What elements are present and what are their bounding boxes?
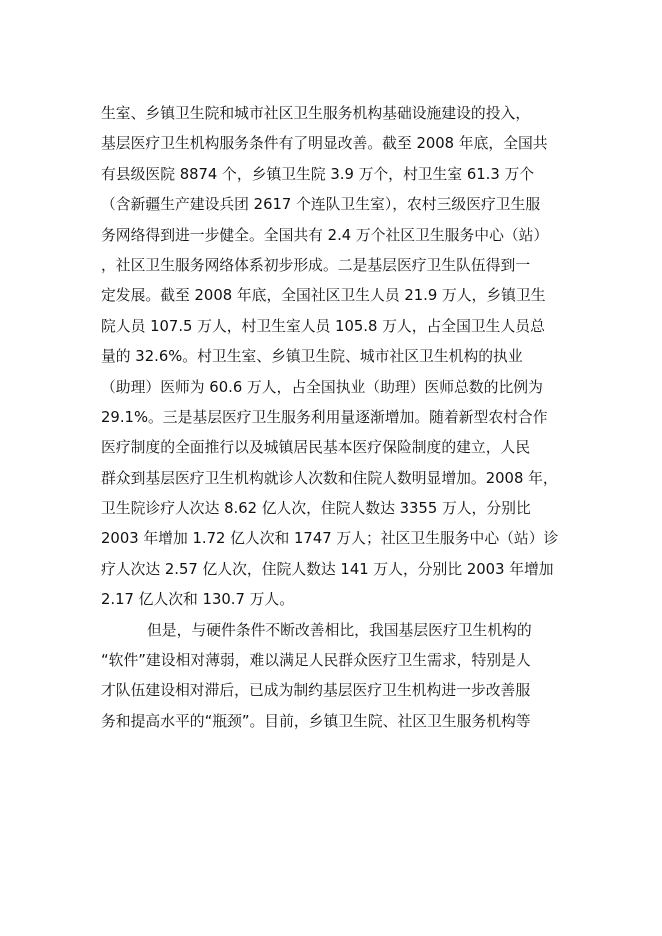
text-line: 2.17 亿人次和 130.7 万人。 — [101, 591, 294, 609]
text-line: 务网络得到进一步健全。全国共有 2.4 万个社区卫生服务中心（站） — [101, 226, 549, 244]
text-line: 量的 32.6%。村卫生室、乡镇卫生院、城市社区卫生机构的执业 — [101, 348, 523, 366]
text-line: 群众到基层医疗卫生机构就诊人次数和住院人数明显增加。2008 年， — [101, 469, 558, 487]
text-line: 才队伍建设相对滞后，已成为制约基层医疗卫生机构进一步改善服 — [101, 682, 531, 700]
text-line: 2003 年增加 1.72 亿人次和 1747 万人；社区卫生服务中心（站）诊 — [101, 530, 559, 548]
text-line: （含新疆生产建设兵团 2617 个连队卫生室），农村三级医疗卫生服 — [101, 196, 541, 214]
text-line: “软件”建设相对薄弱，难以满足人民群众医疗卫生需求，特别是人 — [101, 652, 531, 670]
text-line: 29.1%。三是基层医疗卫生服务利用量逐渐增加。随着新型农村合作 — [101, 408, 548, 426]
text-line: 院人员 107.5 万人，村卫生室人员 105.8 万人，占全国卫生人员总 — [101, 317, 545, 335]
text-line: 有县级医院 8874 个，乡镇卫生院 3.9 万个，村卫生室 61.3 万个 — [101, 165, 535, 183]
text-line: 务和提高水平的“瓶颈”。目前，乡镇卫生院、社区卫生服务机构等 — [101, 712, 531, 730]
text-line: 生室、乡镇卫生院和城市社区卫生服务机构基础设施建设的投入， — [101, 105, 531, 122]
text-line: （助理）医师为 60.6 万人，占全国执业（助理）医师总数的比例为 — [101, 378, 543, 396]
text-line: 卫生院诊疗人次达 8.62 亿人次，住院人数达 3355 万人，分别比 — [101, 500, 531, 518]
text-line: 基层医疗卫生机构服务条件有了明显改善。截至 2008 年底，全国共 — [101, 135, 548, 153]
text-line: ，社区卫生服务网络体系初步形成。二是基层医疗卫生队伍得到一 — [101, 256, 531, 274]
text-line: 定发展。截至 2008 年底，全国社区卫生人员 21.9 万人，乡镇卫生 — [101, 287, 546, 305]
paragraph-first-line: 但是，与硬件条件不断改善相比，我国基层医疗卫生机构的 — [147, 621, 532, 639]
text-line: 疗人次达 2.57 亿人次，住院人数达 141 万人，分别比 2003 年增加 — [101, 560, 554, 578]
body-text — [101, 99, 561, 737]
text-line: 医疗制度的全面推行以及城镇居民基本医疗保险制度的建立，人民 — [101, 439, 531, 457]
